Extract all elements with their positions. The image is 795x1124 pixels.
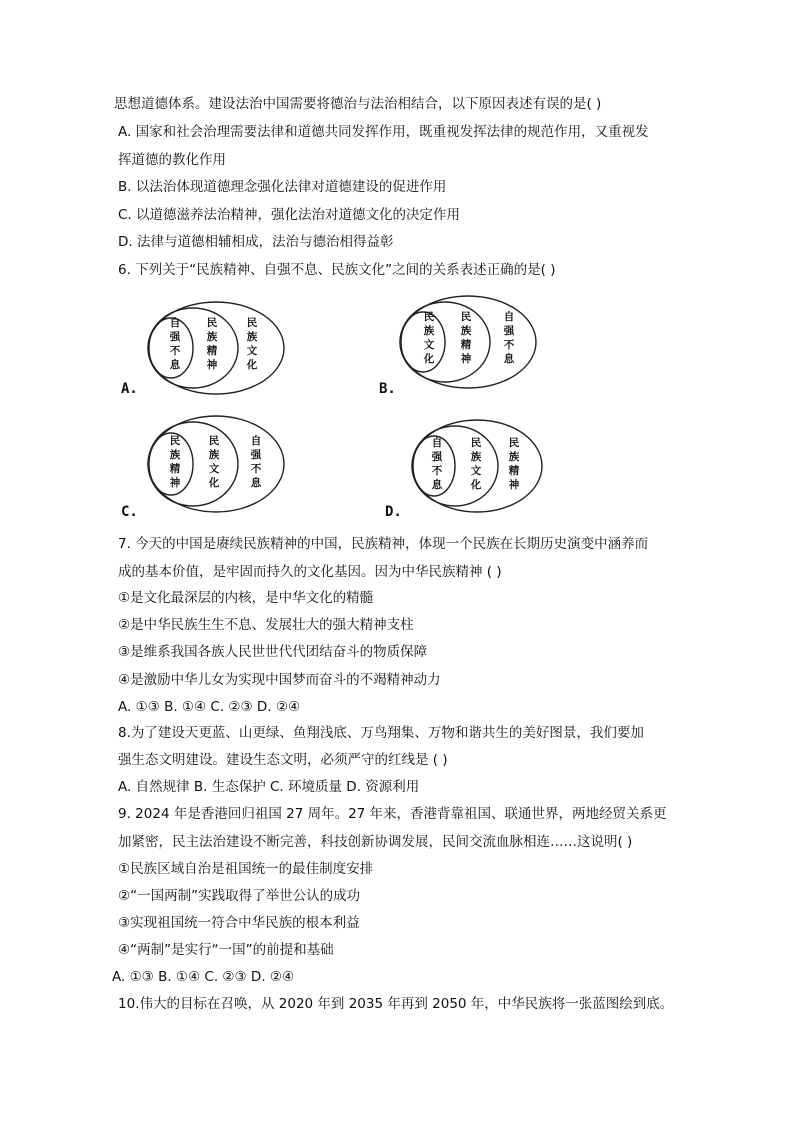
q6-stem: 6. 下列关于“民族精神、自强不息、民族文化”之间的关系表述正确的是( ) <box>118 262 556 278</box>
diagram-b-outer: 自强不息 <box>503 311 515 365</box>
q5-option-d: D. 法律与道德相辅相成，法治与德治相得益彰 <box>118 234 394 250</box>
q5-stem: 思想道德体系。建设法治中国需要将德治与法治相结合，以下原因表述有误的是( ) <box>114 96 602 112</box>
q9-option-2: ②“一国两制”实践取得了举世公认的成功 <box>118 888 361 904</box>
q9-option-3: ③实现祖国统一符合中华民族的根本利益 <box>118 915 360 931</box>
diagram-d-middle: 民族文化 <box>470 437 482 491</box>
diagram-c-inner: 民族精神 <box>169 435 181 489</box>
diagram-b-label: B. <box>379 381 396 397</box>
diagram-a-middle: 民族精神 <box>206 317 218 371</box>
diagram-a-inner: 自强不息 <box>169 317 181 371</box>
diagram-c-middle: 民族文化 <box>208 435 220 489</box>
diagram-d-label: D. <box>385 504 402 520</box>
q9-choices: A. ①③ B. ①④ C. ②③ D. ②④ <box>112 969 295 985</box>
diagram-d-inner: 自强不息 <box>431 437 443 491</box>
diagram-c-label: C. <box>121 504 138 520</box>
q7-choices: A. ①③ B. ①④ C. ②③ D. ②④ <box>118 699 301 715</box>
q10-stem: 10.伟大的目标在召唤，从 2020 年到 2035 年再到 2050 年，中华民族将一张蓝图绘到底。 <box>118 996 674 1012</box>
q7-stem-line1: 7. 今天的中国是赓续民族精神的中国，民族精神，体现一个民族在长期历史演变中涵养而 <box>118 536 649 552</box>
diagram-b-inner: 民族文化 <box>423 311 435 365</box>
q7-option-2: ②是中华民族生生不息、发展壮大的强大精神支柱 <box>118 617 414 633</box>
diagram-a-label: A. <box>121 381 138 397</box>
q8-stem-line1: 8.为了建设天更蓝、山更绿、鱼翔浅底、万鸟翔集、万物和谐共生的美好图景，我们要加 <box>118 725 644 741</box>
diagram-a <box>146 300 286 396</box>
q7-stem-line2: 成的基本价值，是牢固而持久的文化基因。因为中华民族精神 ( ) <box>118 564 502 580</box>
diagram-b <box>398 294 538 390</box>
diagram-d-outer: 民族精神 <box>508 437 520 491</box>
diagram-d <box>410 418 544 514</box>
diagram-a-outer: 民族文化 <box>246 317 258 371</box>
q8-choices: A. 自然规律 B. 生态保护 C. 环境质量 D. 资源利用 <box>118 779 420 795</box>
q5-option-b: B. 以法治体现道德理念强化法律对道德建设的促进作用 <box>118 179 447 195</box>
diagram-c-outer: 自强不息 <box>250 435 262 489</box>
q5-option-a-line1: A. 国家和社会治理需要法律和道德共同发挥作用，既重视发挥法律的规范作用，又重视发 <box>118 124 649 140</box>
q9-stem-line2: 加紧密，民主法治建设不断完善，科技创新协调发展，民间交流血脉相连……这说明( ) <box>118 834 633 850</box>
q9-option-4: ④“两制”是实行“一国”的前提和基础 <box>118 942 334 958</box>
diagram-b-middle: 民族精神 <box>460 311 472 365</box>
q5-option-c: C. 以道德滋养法治精神，强化法治对道德文化的决定作用 <box>118 207 461 223</box>
q7-option-3: ③是维系我国各族人民世世代代团结奋斗的物质保障 <box>118 644 428 660</box>
q7-option-1: ①是文化最深层的内核，是中华文化的精髓 <box>118 590 374 606</box>
q8-stem-line2: 强生态文明建设。建设生态文明，必须严守的红线是 ( ) <box>118 752 448 768</box>
q9-stem-line1: 9. 2024 年是香港回归祖国 27 周年。27 年来，香港背靠祖国、联通世界，两地经贸关系更 <box>118 806 667 822</box>
q5-option-a-line2: 挥道德的教化作用 <box>118 152 226 168</box>
q7-option-4: ④是激励中华儿女为实现中国梦而奋斗的不竭精神动力 <box>118 672 441 688</box>
diagram-c <box>146 414 286 514</box>
q9-option-1: ①民族区域自治是祖国统一的最佳制度安排 <box>118 861 374 877</box>
